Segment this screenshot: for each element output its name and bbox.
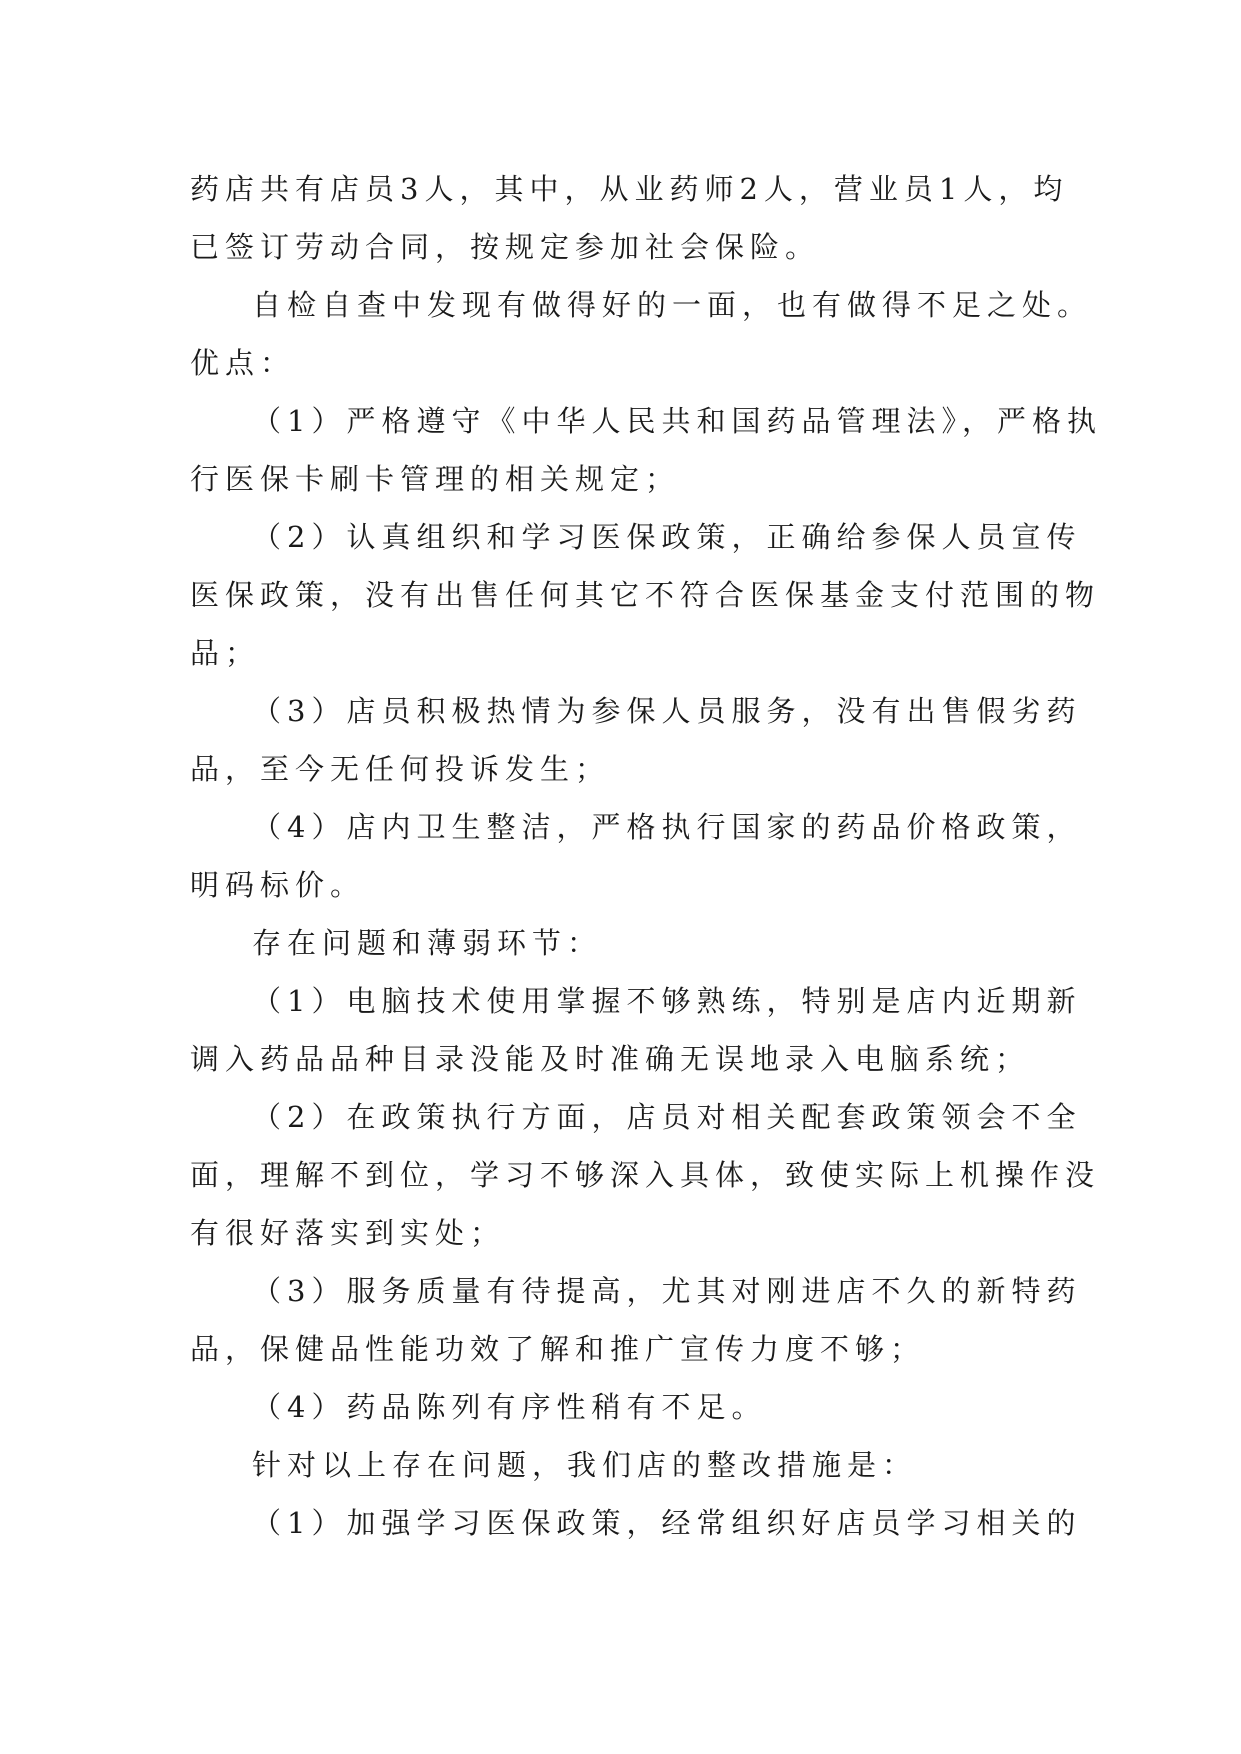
- text-line: （1）加强学习医保政策，经常组织好店员学习相关的: [252, 1506, 1082, 1540]
- text-line: 行医保卡刷卡管理的相关规定；: [190, 462, 681, 496]
- document-page: [190, 160, 1102, 1552]
- text-line: 面，理解不到位，学习不够深入具体，致使实际上机操作没: [190, 1158, 1101, 1192]
- text-line: 药店共有店员3人，其中，从业药师2人，营业员1人，均: [190, 172, 1069, 206]
- text-line: 有很好落实到实处；: [190, 1216, 506, 1250]
- text-line: 明码标价。: [190, 868, 366, 902]
- text-line: 医保政策，没有出售任何其它不符合医保基金支付范围的物: [190, 578, 1101, 612]
- text-line: （1）电脑技术使用掌握不够熟练，特别是店内近期新: [252, 984, 1082, 1018]
- text-line: 品；: [190, 636, 261, 670]
- text-line: 存在问题和薄弱环节：: [252, 926, 603, 960]
- text-line: （2）在政策执行方面，店员对相关配套政策领会不全: [252, 1100, 1082, 1134]
- text-line: （4）店内卫生整洁，严格执行国家的药品价格政策，: [252, 810, 1082, 844]
- text-line: 品，至今无任何投诉发生；: [190, 752, 611, 786]
- text-line: （3）店员积极热情为参保人员服务，没有出售假劣药: [252, 694, 1082, 728]
- text-line: 已签订劳动合同，按规定参加社会保险。: [190, 230, 821, 264]
- text-line: （3）服务质量有待提高，尤其对刚进店不久的新特药: [252, 1274, 1082, 1308]
- text-line: （2）认真组织和学习医保政策，正确给参保人员宣传: [252, 520, 1082, 554]
- text-line: 针对以上存在问题，我们店的整改措施是：: [252, 1448, 918, 1482]
- text-line: （1）严格遵守《中华人民共和国药品管理法》，严格执: [252, 404, 1102, 438]
- text-line: 自检自查中发现有做得好的一面，也有做得不足之处。: [252, 288, 1093, 322]
- text-line: 品，保健品性能功效了解和推广宣传力度不够；: [190, 1332, 926, 1366]
- text-line: （4）药品陈列有序性稍有不足。: [252, 1390, 767, 1424]
- text-line: 调入药品品种目录没能及时准确无误地录入电脑系统；: [190, 1042, 1031, 1076]
- text-line: 优点：: [190, 346, 296, 380]
